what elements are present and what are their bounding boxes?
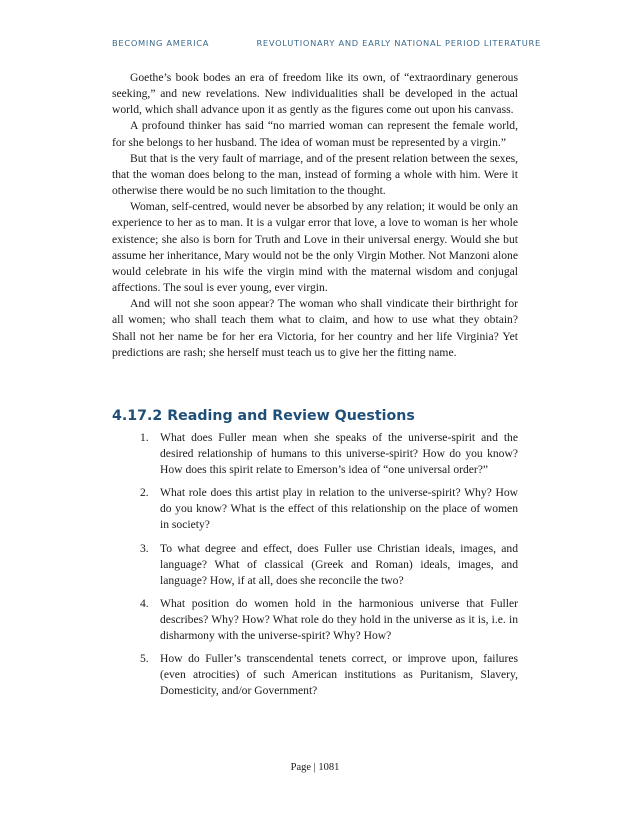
section-heading: 4.17.2 Reading and Review Questions — [112, 408, 415, 424]
question-text: What position do women hold in the harmonious universe that Fuller describes? Why? How? What role do they hold in the universe as it is, i.e. in disharmony with the universe-spirit? Why? How? — [160, 596, 518, 643]
question-number: 2. — [140, 486, 149, 500]
question-number: 5. — [140, 652, 149, 666]
paragraph: And will not she soon appear? The woman who shall vindicate their birthright for all women; who shall teach them what to claim, and how to use what they obtain? Shall not her name be for her era Victoria, for her country and her life Virginia? Yet predictions are rash; she herself must teach us to give her the fitting name. — [112, 297, 518, 359]
question-text: What does Fuller mean when she speaks of the universe-spirit and the desired relationship of humans to this universe-spirit? How do you know? How does this spirit relate to Emerson’s idea of “one universal order?” — [160, 431, 518, 477]
question-item — [140, 651, 518, 699]
paragraph: A profound thinker has said “no married woman can represent the female world, for she belongs to her husband. The idea of woman must be represented by a virgin.” — [112, 119, 518, 149]
question-item — [140, 485, 518, 533]
question-number: 1. — [140, 431, 149, 444]
question-text: To what degree and effect, does Fuller use Christian ideals, images, and language? What of classical (Greek and Roman) ideals, images, and language? How, if at all, does she reconcile the two? — [160, 541, 518, 587]
question-number: 3. — [140, 541, 149, 555]
running-header-book-title: BECOMING AMERICA — [112, 38, 210, 48]
question-item — [140, 596, 518, 644]
page-number: Page | 1081 — [290, 762, 340, 773]
question-number: 4. — [140, 596, 149, 610]
running-header-section-title: REVOLUTIONARY AND EARLY NATIONAL PERIOD LITERATURE — [256, 38, 541, 48]
review-questions-list — [140, 430, 518, 706]
question-item — [140, 541, 518, 589]
running-header — [112, 38, 541, 48]
question-text: What role does this artist play in relation to the universe-spirit? Why? How do you know? What is the effect of this relationship on the place of women in society? — [160, 486, 518, 532]
paragraph: Woman, self-centred, would never be absorbed by any relation; it would be only an experience to her as to man. It is a vulgar error that love, a love to woman is her whole existence; she also is born for Truth and Love in their universal energy. Would she but assume her inheritance, Mary would not be the only Virgin Mother. Not Manzoni alone would celebrate in his wife the virgin mind with the maternal wisdom and conjugal affections. The soul is ever young, ever virgin. — [112, 200, 518, 295]
paragraph: Goethe’s book bodes an era of freedom like its own, of “extraordinary generous seeking,” and new revelations. New individualities shall be developed in the actual world, which shall advance upon it as gently as the figures come out upon his canvass. — [112, 71, 518, 117]
question-item — [140, 430, 518, 478]
question-text: How do Fuller’s transcendental tenets correct, or improve upon, failures (even atrocities) of such American institutions as Puritanism, Slavery, Domesticity, and/or Government? — [160, 652, 518, 698]
body-text — [112, 70, 518, 361]
paragraph: But that is the very fault of marriage, and of the present relation between the sexes, that the woman does belong to the man, instead of forming a whole with him. Were it otherwise there would be no such limitation to the thought. — [112, 151, 518, 198]
